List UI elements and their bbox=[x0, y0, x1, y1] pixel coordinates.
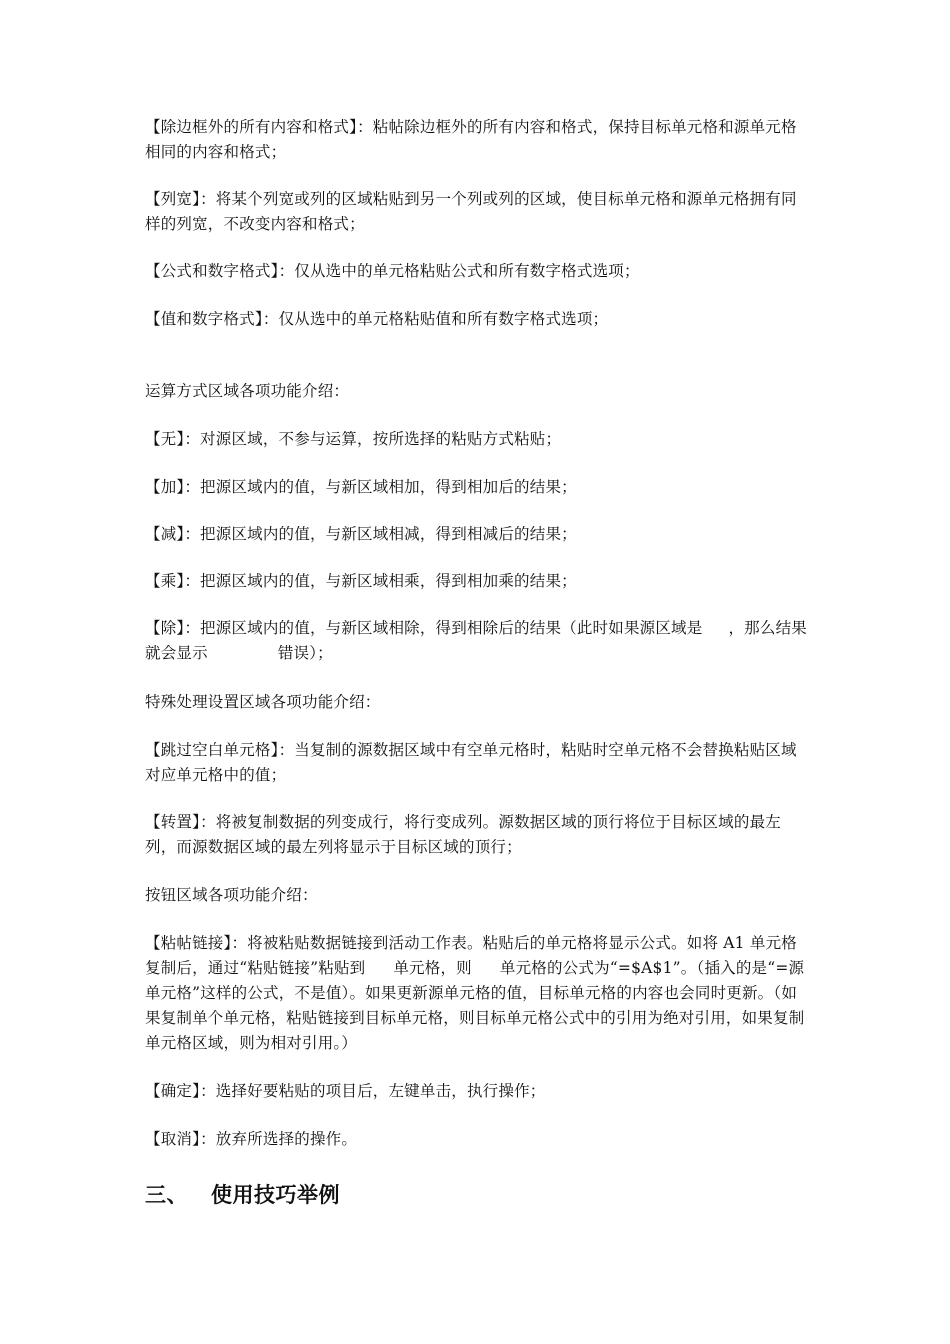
option-text: 单元格，则 bbox=[393, 959, 472, 977]
option-text: ：当复制的源数据区域中有空单元格时，粘贴时空单元格不会替换粘贴区域对应单元格中的值； bbox=[145, 741, 797, 784]
option-text: ：将某个列宽或列的区域粘贴到另一个列或列的区域，使目标单元格和源单元格拥有同样的列宽，不改变内容和格式； bbox=[145, 190, 797, 233]
option-text: ：将被复制数据的列变成行，将行变成列。源数据区域的顶行将位于目标区域的最左列，而源数据区域的最左列将显示于目标区域的顶行； bbox=[145, 813, 781, 856]
option-text: ：仅从选中的单元格粘贴公式和所有数字格式选项； bbox=[278, 262, 640, 280]
option-label: 【粘帖链接】 bbox=[145, 934, 232, 952]
paragraph-skip-blanks bbox=[145, 738, 810, 788]
paragraph-paste-except-borders bbox=[145, 115, 810, 165]
option-text: ：粘帖除边框外的所有内容和格式，保持目标单元格和源单元格相同的内容和格式； bbox=[145, 118, 797, 161]
option-label: 【列宽】 bbox=[145, 190, 201, 208]
paragraph-cancel bbox=[145, 1127, 810, 1152]
paragraph-values-number-formats bbox=[145, 307, 810, 332]
option-label: 【确定】 bbox=[145, 1082, 201, 1100]
option-text: ：把源区域内的值，与新区域相除，得到相除后的结果（此时如果源区域是 bbox=[184, 619, 703, 637]
option-label: 【值和数字格式】 bbox=[145, 310, 263, 328]
option-text: ：将被粘贴数据链接到活动工作表。粘贴后的单元格将显示公式。如将 A1 单元格复制后，通过“粘贴链接”粘贴到 bbox=[145, 934, 797, 977]
option-label: 【乘】 bbox=[145, 572, 185, 590]
option-label: 【加】 bbox=[145, 478, 185, 496]
paragraph-op-divide bbox=[145, 616, 810, 666]
option-label: 【取消】 bbox=[145, 1130, 201, 1148]
option-label: 【公式和数字格式】 bbox=[145, 262, 279, 280]
section-heading bbox=[145, 1180, 340, 1210]
operation-intro: 运算方式区域各项功能介绍： bbox=[145, 382, 350, 400]
option-text: 单元格的公式为“=$A$1”。（插入的是“=源单元格”这样的公式，不是值）。如果更新源单元格的值，目标单元格的内容也会同时更新。（如果复制单个单元格，粘贴链接到目标单元格，则目标单元格公式中的引用为绝对引用，如果复制单元格区域，则为相对引用。） bbox=[145, 959, 805, 1052]
section-title: 使用技巧举例 bbox=[211, 1182, 340, 1207]
option-label: 【除边框外的所有内容和格式】 bbox=[145, 118, 358, 136]
option-label: 【减】 bbox=[145, 525, 185, 543]
paragraph-paste-link bbox=[145, 931, 810, 1056]
option-text: ：选择好要粘贴的项目后，左键单击，执行操作； bbox=[200, 1082, 546, 1100]
option-text: ：把源区域内的值，与新区域相加，得到相加后的结果； bbox=[184, 478, 577, 496]
option-text: ：对源区域，不参与运算，按所选择的粘贴方式粘贴； bbox=[184, 430, 562, 448]
paragraph-op-add bbox=[145, 475, 810, 500]
special-intro: 特殊处理设置区域各项功能介绍： bbox=[145, 693, 381, 711]
section-number: 三、 bbox=[145, 1182, 188, 1207]
option-text: ：放弃所选择的操作。 bbox=[200, 1130, 358, 1148]
paragraph-column-width bbox=[145, 187, 810, 237]
paragraph-formulas-number-formats bbox=[145, 259, 810, 284]
option-text: 错误）； bbox=[277, 644, 333, 662]
option-text: ，那么结果就会显示 bbox=[145, 619, 807, 662]
paragraph-op-none bbox=[145, 427, 810, 452]
option-text: ：把源区域内的值，与新区域相减，得到相减后的结果； bbox=[184, 525, 577, 543]
paragraph-ok bbox=[145, 1079, 810, 1104]
option-text: ：把源区域内的值，与新区域相乘，得到相加乘的结果； bbox=[184, 572, 577, 590]
paragraph-transpose bbox=[145, 810, 810, 860]
button-intro: 按钮区域各项功能介绍： bbox=[145, 886, 318, 904]
option-label: 【跳过空白单元格】 bbox=[145, 741, 279, 759]
option-label: 【转置】 bbox=[145, 813, 201, 831]
option-label: 【无】 bbox=[145, 430, 185, 448]
paragraph-op-multiply bbox=[145, 569, 810, 594]
option-label: 【除】 bbox=[145, 619, 185, 637]
option-text: ：仅从选中的单元格粘贴值和所有数字格式选项； bbox=[262, 310, 609, 328]
paragraph-op-subtract bbox=[145, 522, 810, 547]
